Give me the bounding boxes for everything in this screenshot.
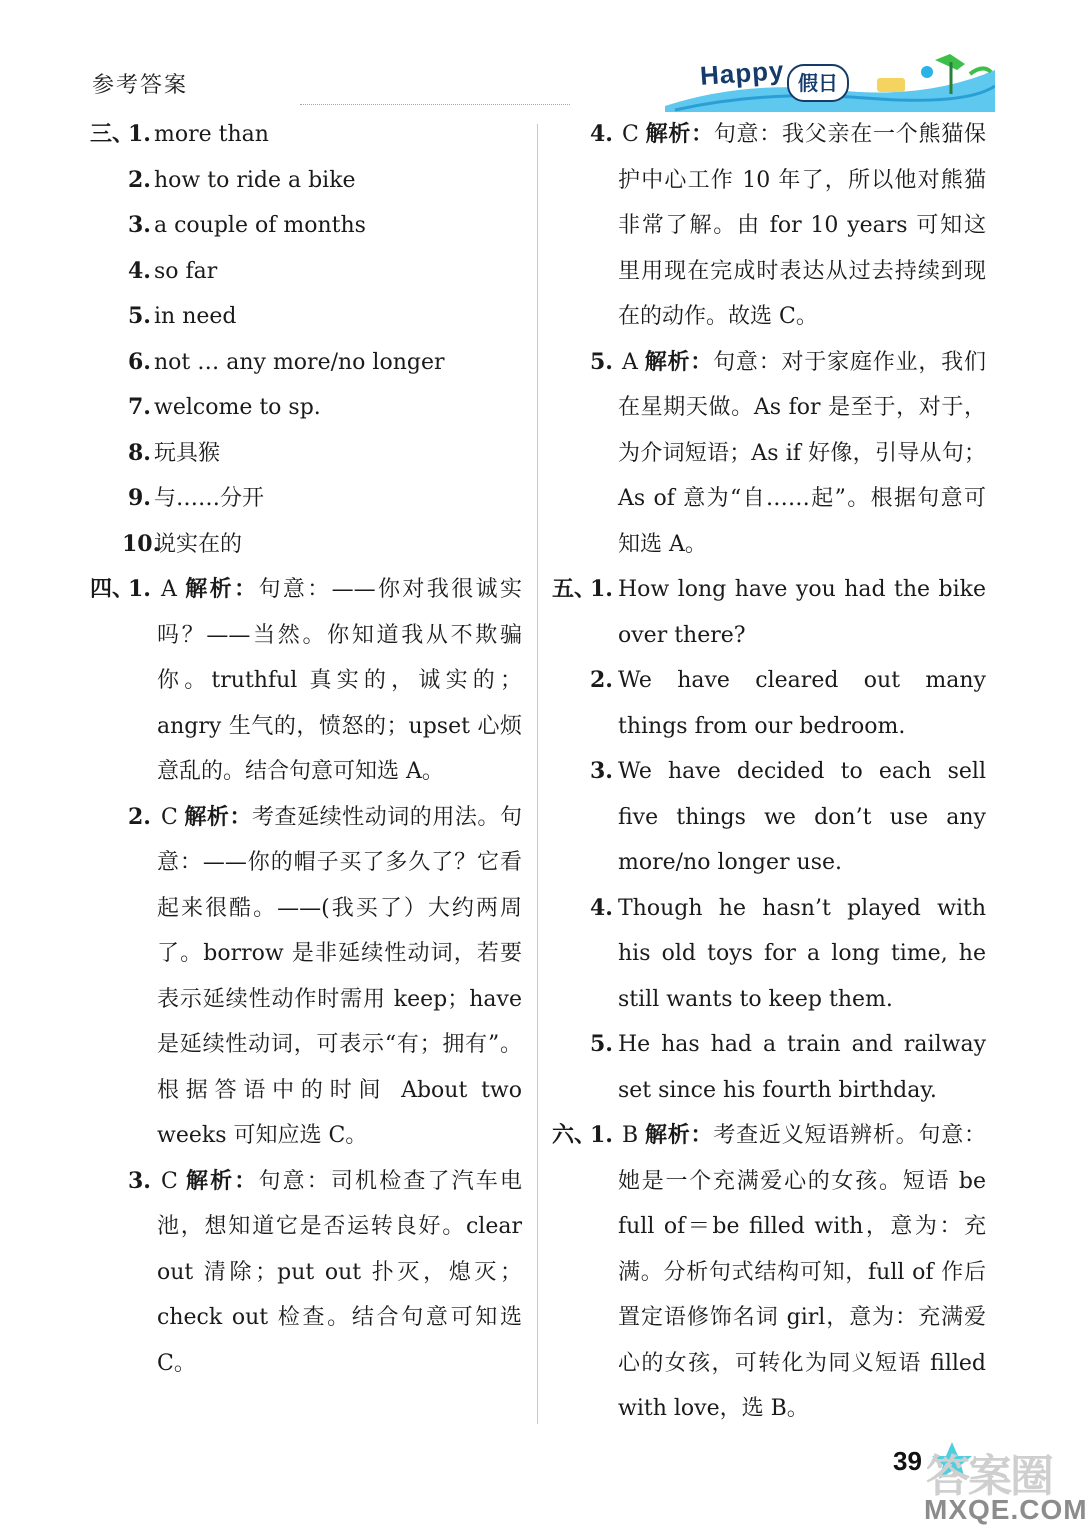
analysis-label: 解析： xyxy=(643,348,714,375)
answer-item xyxy=(90,431,522,477)
item-number: 4. xyxy=(590,894,613,921)
section-label: 三、 xyxy=(90,121,135,147)
item-number: 1. xyxy=(590,576,613,602)
section-label: 五、 xyxy=(552,576,597,602)
answer-item xyxy=(90,522,522,568)
happy-holiday-logo xyxy=(665,50,995,112)
answer-choice: C xyxy=(161,804,178,830)
answer-text: how to ride a bike xyxy=(154,167,356,193)
answer-text: 说实在的 xyxy=(154,531,243,557)
item-number: 3. xyxy=(590,758,613,784)
answer-item xyxy=(552,1113,986,1432)
answer-item xyxy=(90,249,522,295)
analysis-text: 句意：对于家庭作业，我们在星期天做。As for 是至于，对于，为介词短语；As if 好像，引导从句；As of 意为“自……起”。根据句意可知选 A。 xyxy=(618,349,986,557)
column-divider xyxy=(537,124,538,1424)
answer-choice: B xyxy=(622,1123,639,1148)
item-number: 8. xyxy=(128,439,151,466)
page-number: 39 xyxy=(893,1446,922,1476)
answer-item xyxy=(90,385,522,431)
answer-text: 与……分开 xyxy=(154,486,265,511)
analysis-label: 解析： xyxy=(183,803,253,830)
answer-item xyxy=(90,1159,522,1387)
answer-text: We have decided to each sell five things we don’t use any more/no longer use. xyxy=(618,759,986,875)
analysis-text: 考查近义短语辨析。句意：她是一个充满爱心的女孩。短语 be full of＝be filled with，意为：充满。分析句式结构可知，full of 作后置定语修饰名词 girl，意为：充满爱心的女孩，可转化为同义短语 filled with love，选 B。 xyxy=(618,1123,986,1421)
item-number: 2. xyxy=(128,803,151,830)
analysis-text: 考查延续性动词的用法。句意：——你的帽子买了多久了？它看起来很酷。——(我买了）大约两周了。borrow 是非延续性动词，若要表示延续性动作时需用 keep；have 是延续性动词，可表示“有；拥有”。根据答语中的时间 About two weeks 可知应选 C。 xyxy=(157,804,522,1148)
answer-choice: A xyxy=(622,349,638,375)
section-label: 六、 xyxy=(552,1122,597,1148)
answer-text: in need xyxy=(154,304,237,329)
answer-item xyxy=(90,340,522,386)
analysis-label: 解析： xyxy=(183,1167,259,1194)
item-number: 5. xyxy=(590,1031,613,1057)
answer-item xyxy=(90,795,522,1159)
answer-text: We have cleared out many things from our bedroom. xyxy=(618,668,986,739)
left-column xyxy=(90,112,522,1386)
header-title: 参考答案 xyxy=(92,73,189,98)
item-number: 9. xyxy=(128,485,151,511)
answer-choice: C xyxy=(161,1168,178,1194)
answer-text: not … any more/no longer xyxy=(154,349,445,375)
analysis-text: 句意：——你对我很诚实吗？——当然。你知道我从不欺骗你。truthful 真实的，诚实的；angry 生气的，愤怒的；upset 心烦意乱的。结合句意可知选 A。 xyxy=(157,577,522,784)
answer-item xyxy=(90,476,522,522)
item-number: 2. xyxy=(590,667,613,693)
analysis-label: 解析： xyxy=(182,576,259,602)
item-number: 6. xyxy=(128,348,151,375)
item-number: 1. xyxy=(128,576,151,602)
answer-item xyxy=(90,112,522,158)
logo-badge: 假日 xyxy=(787,64,849,102)
right-column xyxy=(552,112,986,1432)
answer-text: welcome to sp. xyxy=(154,395,321,420)
answer-choice: A xyxy=(161,577,177,602)
item-number: 1. xyxy=(590,1122,613,1148)
analysis-label: 解析： xyxy=(644,1122,714,1148)
analysis-text: 句意：我父亲在一个熊猫保护中心工作 10 年了，所以他对熊猫非常了解。由 for 10 years 可知这里用现在完成时表达从过去持续到现在的动作。故选 C。 xyxy=(618,122,986,329)
analysis-text: 句意：司机检查了汽车电池，想知道它是否运转良好。clear out 清除；put out 扑灭，熄灭；check out 检查。结合句意可知选 C。 xyxy=(157,1168,522,1376)
answer-item xyxy=(552,658,986,749)
answer-item xyxy=(552,1022,986,1113)
logo-happy-text: Happy xyxy=(699,55,786,91)
answer-item xyxy=(90,567,522,795)
item-number: 10. xyxy=(122,530,161,557)
answer-item xyxy=(90,203,522,249)
answer-item xyxy=(90,294,522,340)
answer-text: so far xyxy=(154,258,218,284)
answer-item xyxy=(552,749,986,886)
analysis-label: 解析： xyxy=(644,121,714,147)
item-number: 2. xyxy=(128,166,151,193)
item-number: 5. xyxy=(128,303,151,329)
answer-item xyxy=(552,567,986,658)
answer-text: Though he hasn’t played with his old toys for a long time, he still wants to keep them. xyxy=(618,895,986,1012)
item-number: 1. xyxy=(128,121,151,147)
item-number: 7. xyxy=(128,394,151,420)
item-number: 3. xyxy=(128,1167,151,1194)
watermark-logo: 答案圈 xyxy=(926,1451,1052,1502)
answer-text: more than xyxy=(154,122,269,147)
item-number: 4. xyxy=(128,257,151,284)
answer-text: He has had a train and railway set since his fourth birthday. xyxy=(618,1032,986,1103)
item-number: 4. xyxy=(590,121,613,147)
answer-text: a couple of months xyxy=(154,213,366,238)
answer-choice: C xyxy=(622,122,639,147)
answer-text: 玩具猴 xyxy=(154,440,221,466)
answer-item xyxy=(552,340,986,568)
watermark xyxy=(912,1436,1088,1536)
watermark-site: MXQE.COM xyxy=(924,1494,1088,1525)
section-label: 四、 xyxy=(90,576,135,602)
answer-text: How long have you had the bike over there? xyxy=(618,577,986,648)
answer-item xyxy=(552,886,986,1023)
item-number: 5. xyxy=(590,348,613,375)
item-number: 3. xyxy=(128,212,151,238)
header-rule xyxy=(300,104,570,106)
answer-item xyxy=(552,112,986,340)
answer-item xyxy=(90,158,522,204)
